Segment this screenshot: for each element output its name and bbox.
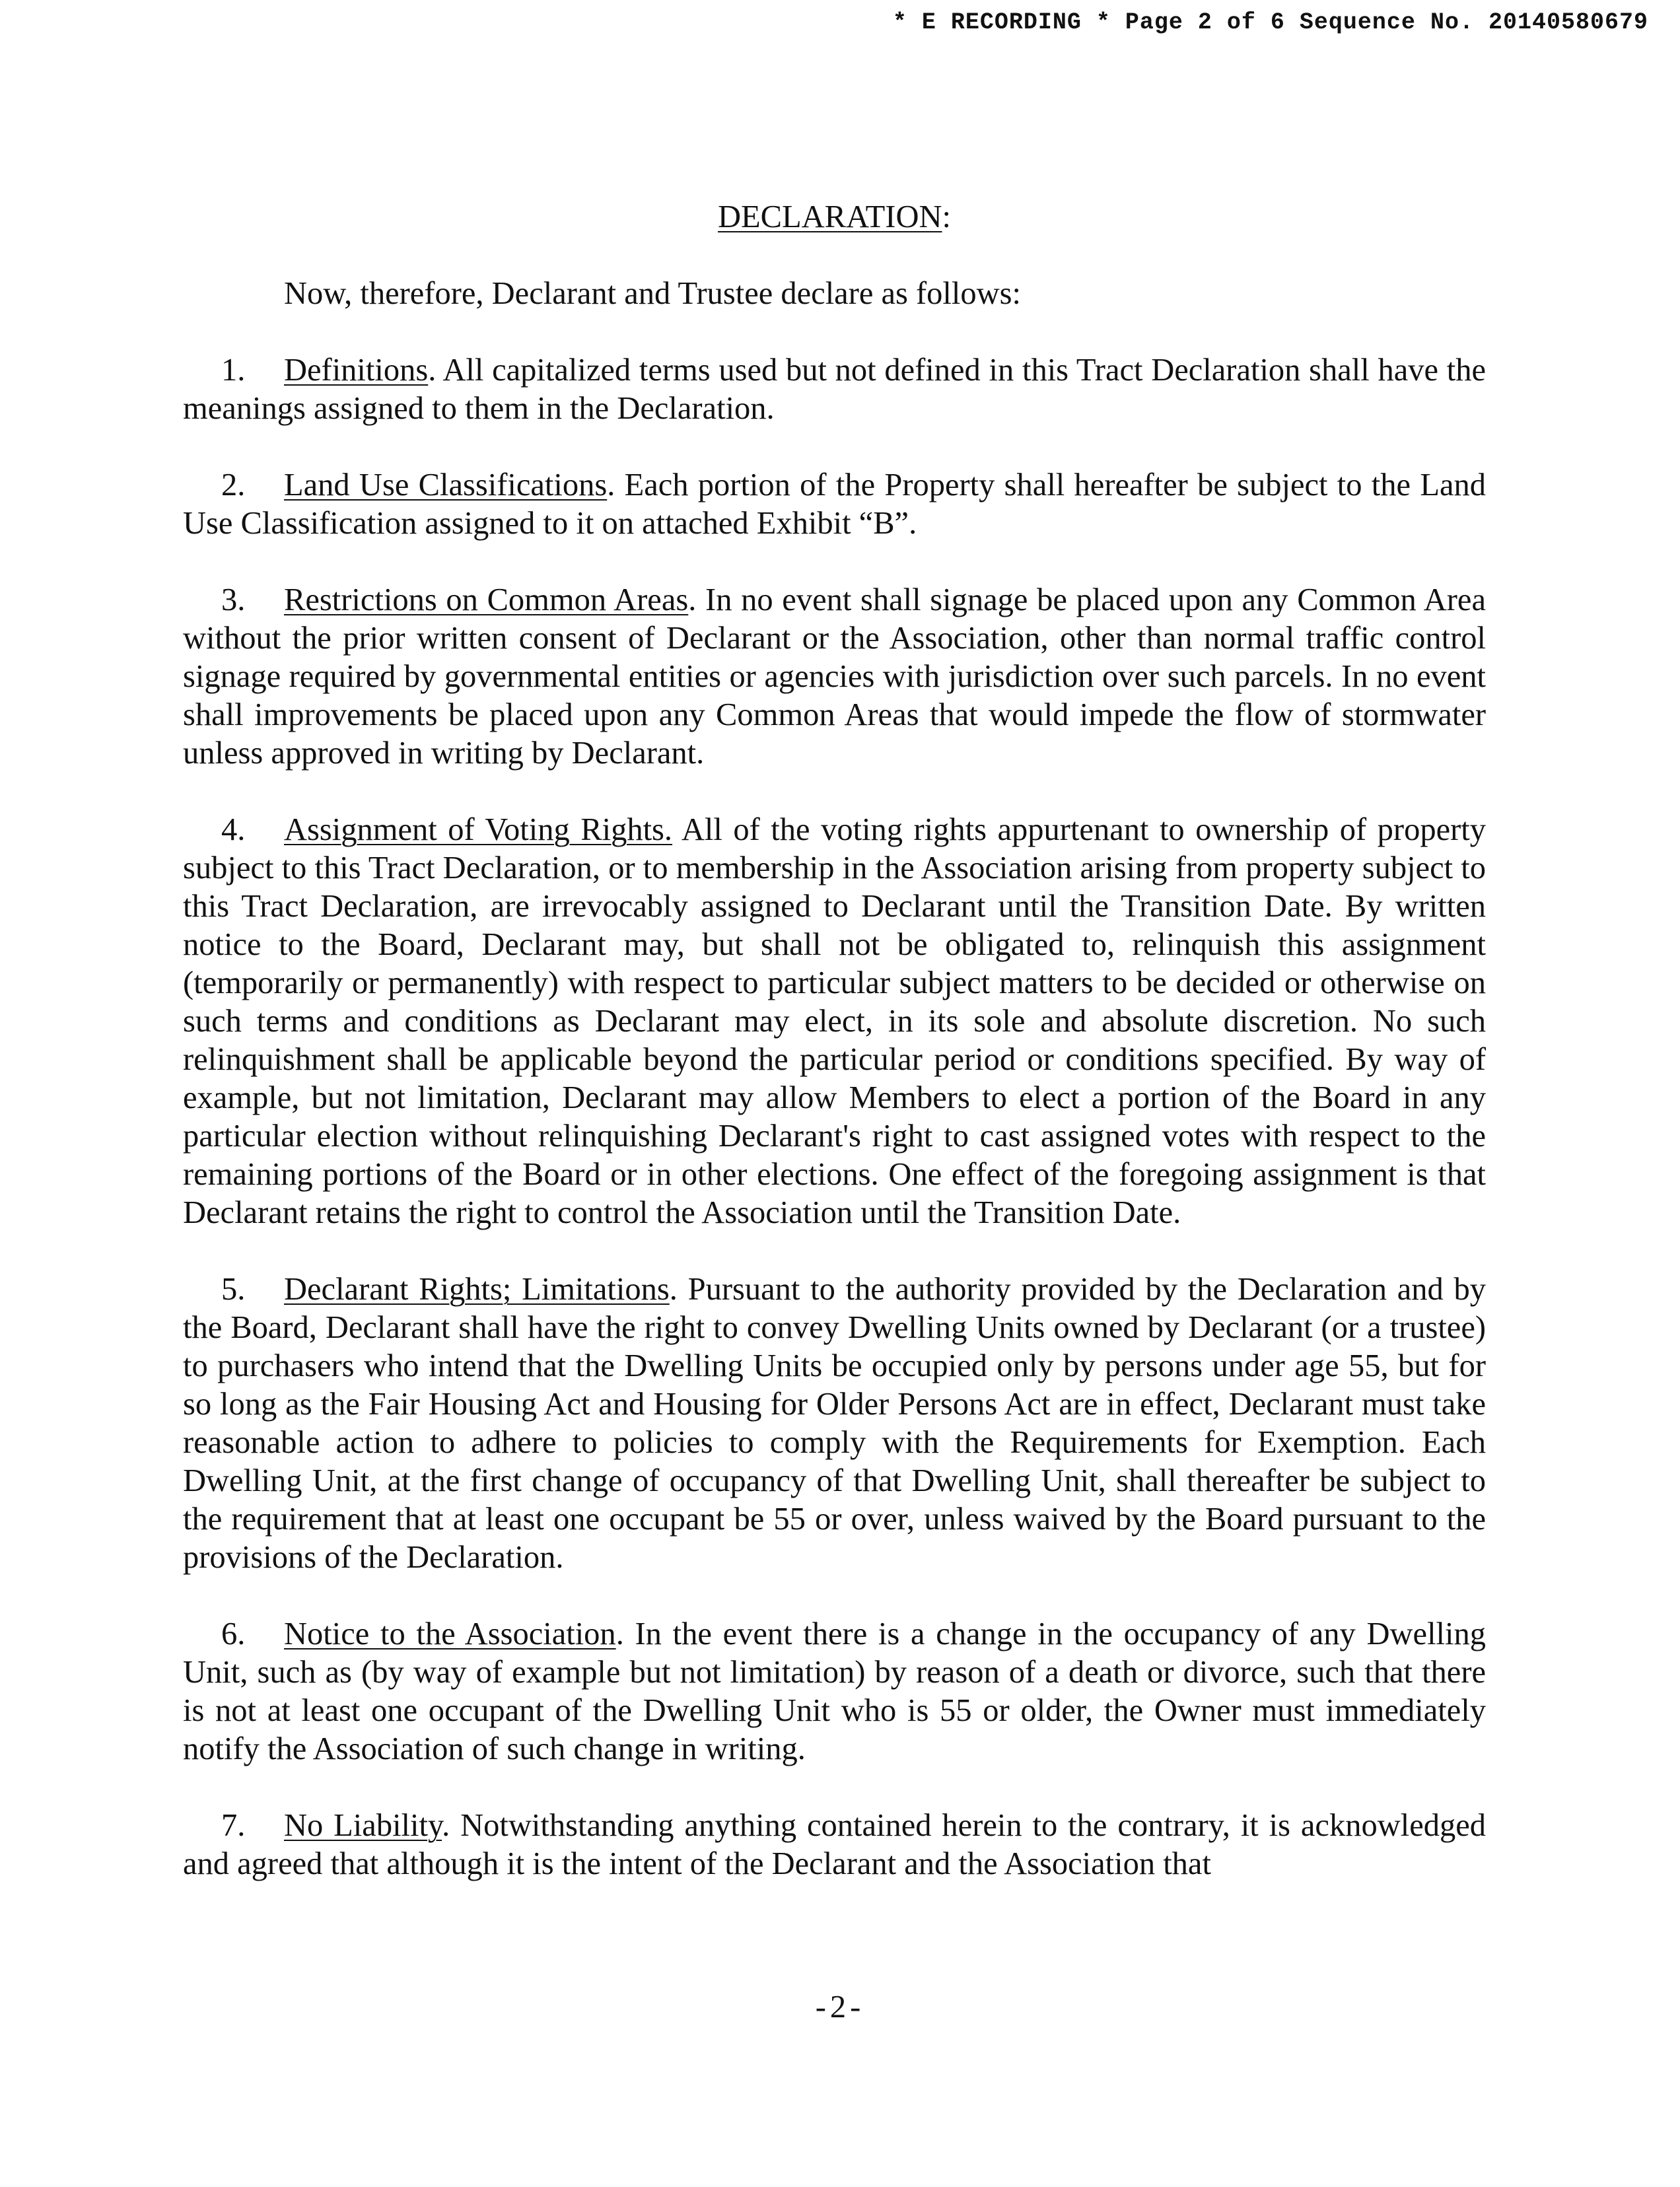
section-number: 3. <box>221 582 246 617</box>
section-4-paragraph <box>183 811 1486 1232</box>
section-heading: Restrictions on Common Areas <box>284 582 689 617</box>
section-heading-punct: . <box>688 582 697 617</box>
section-body: Each portion of the Property shall hereafter be subject to the Land Use Classification assigned to it on attached Exhibit “B”. <box>183 468 1486 541</box>
recording-header: * E RECORDING * Page 2 of 6 Sequence No. 20140580679 <box>892 9 1648 36</box>
title-suffix: : <box>942 199 951 234</box>
section-heading: Definitions <box>284 353 429 388</box>
section-7-paragraph <box>183 1807 1486 1883</box>
section-heading: Land Use Classifications <box>284 468 608 503</box>
section-body: Notwithstanding anything contained herein to the contrary, it is acknowledged and agreed that although it is the intent of the Declarant and the Association that <box>183 1808 1487 1881</box>
section-number: 5. <box>221 1272 246 1307</box>
section-heading-punct: . <box>442 1808 450 1843</box>
section-1-paragraph <box>183 351 1486 428</box>
section-heading-punct: . <box>607 468 615 503</box>
section-body: All capitalized terms used but not defined in this Tract Declaration shall have the meanings assigned to them in the Declaration. <box>183 353 1486 426</box>
section-heading-punct: . <box>615 1616 624 1651</box>
section-heading: Declarant Rights; Limitations <box>284 1272 670 1307</box>
document-title <box>183 198 1486 236</box>
section-heading: Assignment of Voting Rights. <box>284 812 673 847</box>
intro-paragraph: Now, therefore, Declarant and Trustee declare as follows: <box>284 276 1021 311</box>
title-text: DECLARATION <box>718 199 942 234</box>
section-heading-punct: . <box>669 1272 678 1307</box>
section-number: 4. <box>221 812 246 847</box>
section-number: 2. <box>221 468 246 503</box>
section-number: 1. <box>221 353 246 388</box>
section-number: 7. <box>221 1808 246 1843</box>
section-heading: Notice to the Association <box>284 1616 616 1651</box>
section-body: All of the voting rights appurtenant to ownership of property subject to this Tract Declaration, or to membership in the Association arising from property subject to this Tract Declaration, are irrevocably assigned to Declarant until the Transition Date. By written notice to the Board, Declarant may, but shall not be obligated to, relinquish this assignment (temporarily or permanently) with respect to particular subject matters to be decided or otherwise on such terms and conditions as Declarant may elect, in its sole and absolute discretion. No such relinquishment shall be applicable beyond the particular period or conditions specified. By way of example, but not limitation, Declarant may allow Members to elect a portion of the Board in any particular election without relinquishing Declarant's right to cast assigned votes with respect to the remaining portions of the Board or in other elections. One effect of the foregoing assignment is that Declarant retains the right to control the Association until the Transition Date. <box>183 812 1486 1230</box>
section-heading-punct: . <box>428 353 437 388</box>
section-2-paragraph <box>183 466 1486 543</box>
section-body: In the event there is a change in the occupancy of any Dwelling Unit, such as (by way of example but not limitation) by reason of a death or divorce, such that there is not at least one occupant of the Dwelling Unit who is 55 or older, the Owner must immediately notify the Association of such change in writing. <box>183 1616 1486 1766</box>
section-6-paragraph <box>183 1615 1486 1768</box>
section-heading: No Liability <box>284 1808 442 1843</box>
document-body <box>183 198 1486 1922</box>
section-body: Pursuant to the authority provided by the Declaration and by the Board, Declarant shall have the right to convey Dwelling Units owned by Declarant (or a trustee) to purchasers who intend that the Dwelling Units be occupied only by persons under age 55, but for so long as the Fair Housing Act and Housing for Older Persons Act are in effect, Declarant must take reasonable action to adhere to policies to comply with the Requirements for Exemption. Each Dwelling Unit, at the first change of occupancy of that Dwelling Unit, shall thereafter be subject to the requirement that at least one occupant be 55 or over, unless waived by the Board pursuant to the provisions of the Declaration. <box>183 1272 1486 1575</box>
section-3-paragraph <box>183 581 1486 773</box>
section-5-paragraph <box>183 1270 1486 1577</box>
section-body: In no event shall signage be placed upon any Common Area without the prior written consent of Declarant or the Association, other than normal traffic control signage required by governmental entities or agencies with jurisdiction over such parcels. In no event shall improvements be placed upon any Common Areas that would impede the flow of stormwater unless approved in writing by Declarant. <box>183 582 1486 771</box>
section-number: 6. <box>221 1616 246 1651</box>
page-number: -2- <box>815 1990 865 2025</box>
